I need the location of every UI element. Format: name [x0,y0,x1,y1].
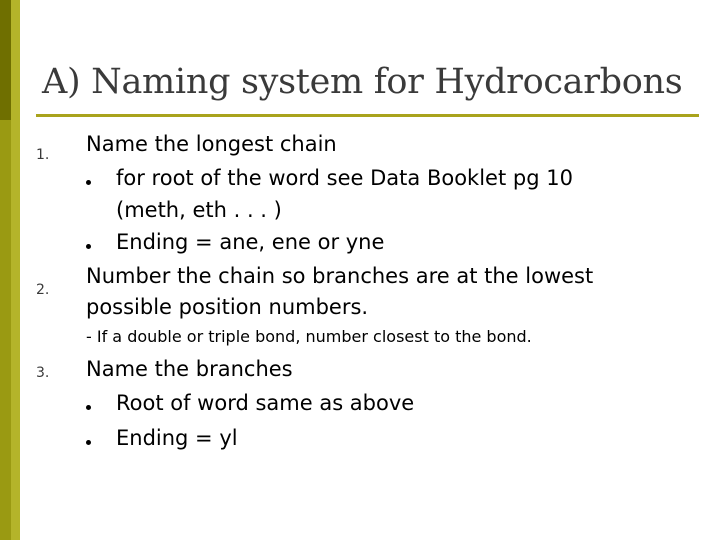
sub-bullet-4-text: Ending = yl [116,426,238,450]
sidebar-accent-mid [0,120,11,540]
sub-bullet-1-line2: (meth, eth . . . ) [116,198,282,222]
list-number-3: 3. [36,365,50,381]
list-item-2-line1: Number the chain so branches are at the lowest [86,264,594,288]
sidebar-accent-light [11,0,20,540]
sub-bullet-1-line1: for root of the word see Data Booklet pg 10 [116,166,573,190]
list-item-2-line2: possible position numbers. [86,295,369,319]
list-item-1-text: Name the longest chain [86,132,337,156]
list-number-2: 2. [36,282,50,298]
sub-bullet-3-text: Root of word same as above [116,391,415,415]
sidebar-accent-dark [0,0,11,120]
sub-bullet-2-text: Ending = ane, ene or yne [116,230,385,254]
bullet-dot [86,244,91,249]
bullet-dot [86,405,91,410]
bullet-dot [86,180,91,185]
bullet-dot [86,440,91,445]
list-item-2-note: - If a double or triple bond, number closest to the bond. [86,327,532,346]
slide-title: A) Naming system for Hydrocarbons [42,62,683,102]
title-underline [36,114,699,117]
list-item-3-text: Name the branches [86,357,293,381]
list-number-1: 1. [36,147,50,163]
